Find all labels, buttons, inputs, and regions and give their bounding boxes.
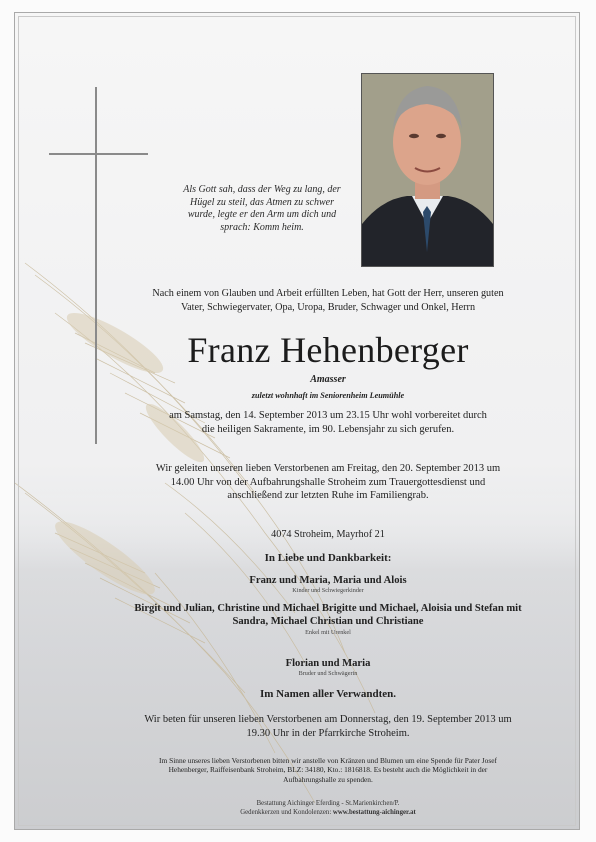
portrait-image: [362, 74, 493, 266]
family-names: Florian und Maria: [285, 658, 371, 669]
family-group-grandchildren: [130, 602, 526, 637]
undertaker-info: [148, 800, 508, 817]
prayer-notice: Wir beten für unseren lieben Verstorbenen am Donnerstag, den 19. September 2013 um 19.30 Uhr in der Pfarrkirche Stroheim.: [144, 714, 512, 739]
family-names: Franz und Maria, Maria und Alois: [249, 575, 407, 586]
family-relation: Kinder und Schwiegerkinder: [292, 587, 364, 595]
intro-text: Nach einem von Glauben und Arbeit erfüllten Leben, hat Gott der Herr, unseren guten Vater, Schwiegervater, Opa, Uropa, Bruder, Schwager und Onkel, Herrn: [152, 288, 504, 313]
funeral-notice: Wir geleiten unseren lieben Verstorbenen am Freitag, den 20. September 2013 um 14.00 Uhr von der Aufbahrungshalle Stroheim zum Trauergottesdienst und anschließend zur letzten Ruhe im Familiengrab.: [155, 463, 501, 502]
family-relation: Enkel mit Urenkel: [305, 628, 351, 636]
cross-vertical-bar: [95, 87, 97, 444]
nickname: Amasser: [310, 374, 346, 385]
address: 4074 Stroheim, Mayrhof 21: [271, 529, 385, 540]
family-group-children: [148, 574, 508, 595]
condolence-prefix: Gedenkkerzen und Kondolenzen:: [240, 808, 333, 816]
cross-horizontal-bar: [49, 153, 148, 155]
condolence-line: [148, 809, 508, 818]
family-relation: Bruder und Schwägerin: [298, 670, 358, 678]
family-heading: In Liebe und Dankbarkeit:: [264, 552, 392, 564]
family-group-siblings: [148, 657, 508, 678]
all-relatives-line: Im Namen aller Verwandten.: [259, 688, 397, 700]
family-names: Birgit und Julian, Christine und Michael Brigitte und Michael, Aloisia und Stefan mit Sandra, Michael Christian und Christiane: [134, 603, 522, 628]
undertaker-website[interactable]: www.bestattung-aichinger.at: [332, 808, 416, 816]
poem-text: Als Gott sah, dass der Weg zu lang, der Hügel zu steil, das Atmen zu schwer wurde, legte er den Arm um dich und sprach: Komm heim.: [183, 184, 341, 233]
deceased-name: Franz Hehenberger: [187, 330, 469, 370]
donation-notice: Im Sinne unseres lieben Verstorbenen bitten wir anstelle von Kränzen und Blumen um eine Spende für Pater Josef Hehenberger, Raiffeisenbank Stroheim, BLZ: 34180, Kto.: 1816818. Es besteht auch die Möglichkeit in der Aufbahrungshalle zu spenden.: [159, 756, 497, 784]
death-notice: am Samstag, den 14. September 2013 um 23.15 Uhr wohl vorbereitet durch die heiligen Sakramente, im 90. Lebensjahr zu sich gerufen.: [169, 410, 487, 435]
residence-note: zuletzt wohnhaft im Seniorenheim Leumühle: [251, 391, 405, 400]
undertaker-name: Bestattung Aichinger Eferding - St.Marienkirchen/P.: [256, 800, 400, 807]
portrait-photo: [361, 73, 494, 267]
